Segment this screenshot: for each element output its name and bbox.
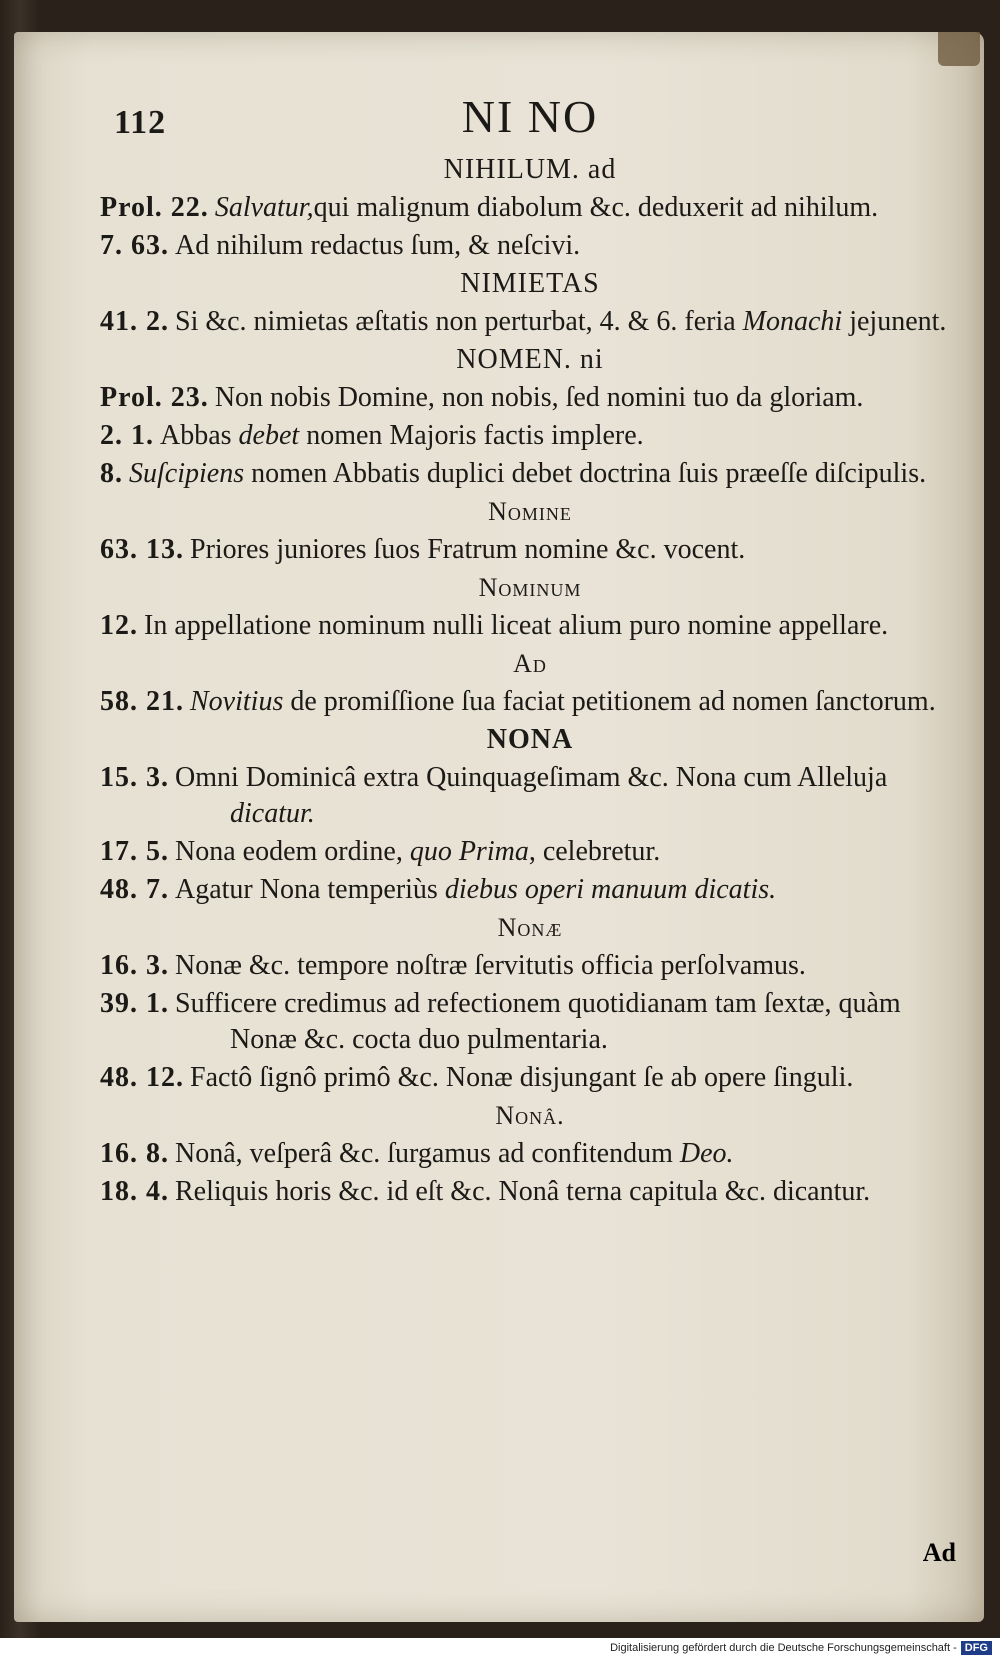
section-heading: NIHILUM. ad: [443, 154, 617, 185]
index-entry: [100, 190, 960, 226]
entry-text: Non nobis Domine, non nobis, ſed nomini tuo da gloriam.: [214, 382, 864, 413]
index-sections: [100, 152, 960, 1210]
index-entry: [100, 948, 960, 984]
entry-reference: 2. 1.: [100, 420, 154, 451]
entry-text: de promiſſione ſua faciat petitionem ad nomen ſanctorum.: [283, 686, 936, 717]
index-entry: [100, 418, 960, 454]
index-entry: [100, 834, 960, 870]
index-entry: [100, 456, 960, 492]
index-entry: [100, 228, 960, 264]
entry-text: dicatur.: [230, 798, 315, 829]
entry-reference: 39. 1.: [100, 988, 169, 1019]
entry-reference: 18. 4.: [100, 1176, 169, 1207]
index-entry: [100, 1174, 960, 1210]
section-heading: Nominum: [478, 573, 582, 602]
index-entry: [100, 1060, 960, 1096]
entry-text: debet: [238, 420, 300, 451]
page-text: [100, 90, 960, 1212]
entry-reference: 8.: [100, 458, 123, 489]
entry-text: Abbas: [160, 420, 239, 451]
index-entry: [100, 532, 960, 568]
section-heading: NIMIETAS: [460, 268, 600, 299]
entry-text: jejunent.: [842, 306, 947, 337]
entry-text: Nonæ &c. tempore noſtræ ſervitutis officia perſolvamus.: [175, 950, 806, 981]
entry-text: Novitius: [190, 686, 284, 717]
entry-reference: 7. 63.: [100, 230, 169, 261]
digitization-footer: [0, 1638, 1000, 1658]
entry-reference: 17. 5.: [100, 836, 169, 867]
entry-reference: 16. 3.: [100, 950, 169, 981]
entry-text: Salvatur,: [214, 192, 314, 223]
index-entry: [100, 760, 960, 832]
index-entry: [100, 684, 960, 720]
entry-reference: 58. 21.: [100, 686, 184, 717]
entry-reference: 12.: [100, 610, 138, 641]
index-entry: [100, 608, 960, 644]
entry-text: nomen Abbatis duplici debet doctrina ſuis præeſſe diſcipulis.: [244, 458, 927, 489]
entry-reference: 48. 7.: [100, 874, 169, 905]
entry-text: Priores juniores ſuos Fratrum nomine &c. vocent.: [190, 534, 746, 565]
section-heading: Nomine: [488, 497, 572, 526]
section-heading: Ad: [513, 649, 547, 678]
entry-text: quo Prima: [409, 836, 529, 867]
page-corner-tab: [938, 32, 980, 66]
index-entry: [100, 986, 960, 1058]
section-heading: NONA: [486, 724, 574, 755]
folio-number: 112: [114, 104, 167, 141]
running-head: NI NO: [461, 91, 599, 142]
entry-text: Si &c. nimietas æſtatis non perturbat, 4. & 6. feria: [175, 306, 743, 337]
entry-reference: Prol. 22.: [100, 192, 209, 223]
dfg-badge: DFG: [961, 1641, 992, 1655]
section-heading: NOMEN. ni: [456, 344, 604, 375]
footer-text: Digitalisierung gefördert durch die Deutsche Forschungsgemeinschaft -: [610, 1642, 957, 1654]
entry-reference: 15. 3.: [100, 762, 169, 793]
section-heading: Nonæ: [497, 913, 563, 942]
entry-text: Suſcipiens: [129, 458, 245, 489]
entry-reference: 63. 13.: [100, 534, 184, 565]
index-entry: [100, 872, 960, 908]
entry-text: Factô ſignô primô &c. Nonæ disjungant ſe ab opere ſinguli.: [190, 1062, 854, 1093]
entry-text: Omni Dominicâ extra Quinquageſimam &c. Nona cum Alleluja: [175, 762, 888, 793]
index-entry: [100, 1136, 960, 1172]
entry-text: Nona eodem ordine,: [175, 836, 410, 867]
entry-reference: 41. 2.: [100, 306, 169, 337]
entry-text: Ad nihilum redactus ſum, & neſcivi.: [175, 230, 581, 261]
entry-text: Nonâ, veſperâ &c. ſurgamus ad confitendum: [175, 1138, 680, 1169]
catchword: Ad: [922, 1538, 956, 1567]
entry-reference: 16. 8.: [100, 1138, 169, 1169]
section-heading: Nonâ.: [495, 1101, 565, 1130]
entry-text: In appellatione nominum nulli liceat alium puro nomine appellare.: [144, 610, 889, 641]
entry-text: nomen Majoris factis implere.: [299, 420, 644, 451]
entry-text: Sufficere credimus ad refectionem quotidianam tam ſextæ, quàm Nonæ &c. cocta duo pulmentaria.: [175, 988, 901, 1055]
entry-reference: 48. 12.: [100, 1062, 184, 1093]
entry-text: Deo.: [679, 1138, 734, 1169]
entry-text: Monachi: [742, 306, 843, 337]
entry-text: qui malignum diabolum &c. deduxerit ad nihilum.: [313, 192, 879, 223]
page-header: [100, 90, 960, 152]
entry-text: diebus operi manuum dicatis.: [444, 874, 777, 905]
entry-text: Reliquis horis &c. id eſt &c. Nonâ terna capitula &c. dicantur.: [175, 1176, 871, 1207]
entry-text: , celebretur.: [528, 836, 661, 867]
index-entry: [100, 380, 960, 416]
entry-reference: Prol. 23.: [100, 382, 209, 413]
entry-text: Agatur Nona temperiùs: [175, 874, 445, 905]
index-entry: [100, 304, 960, 340]
